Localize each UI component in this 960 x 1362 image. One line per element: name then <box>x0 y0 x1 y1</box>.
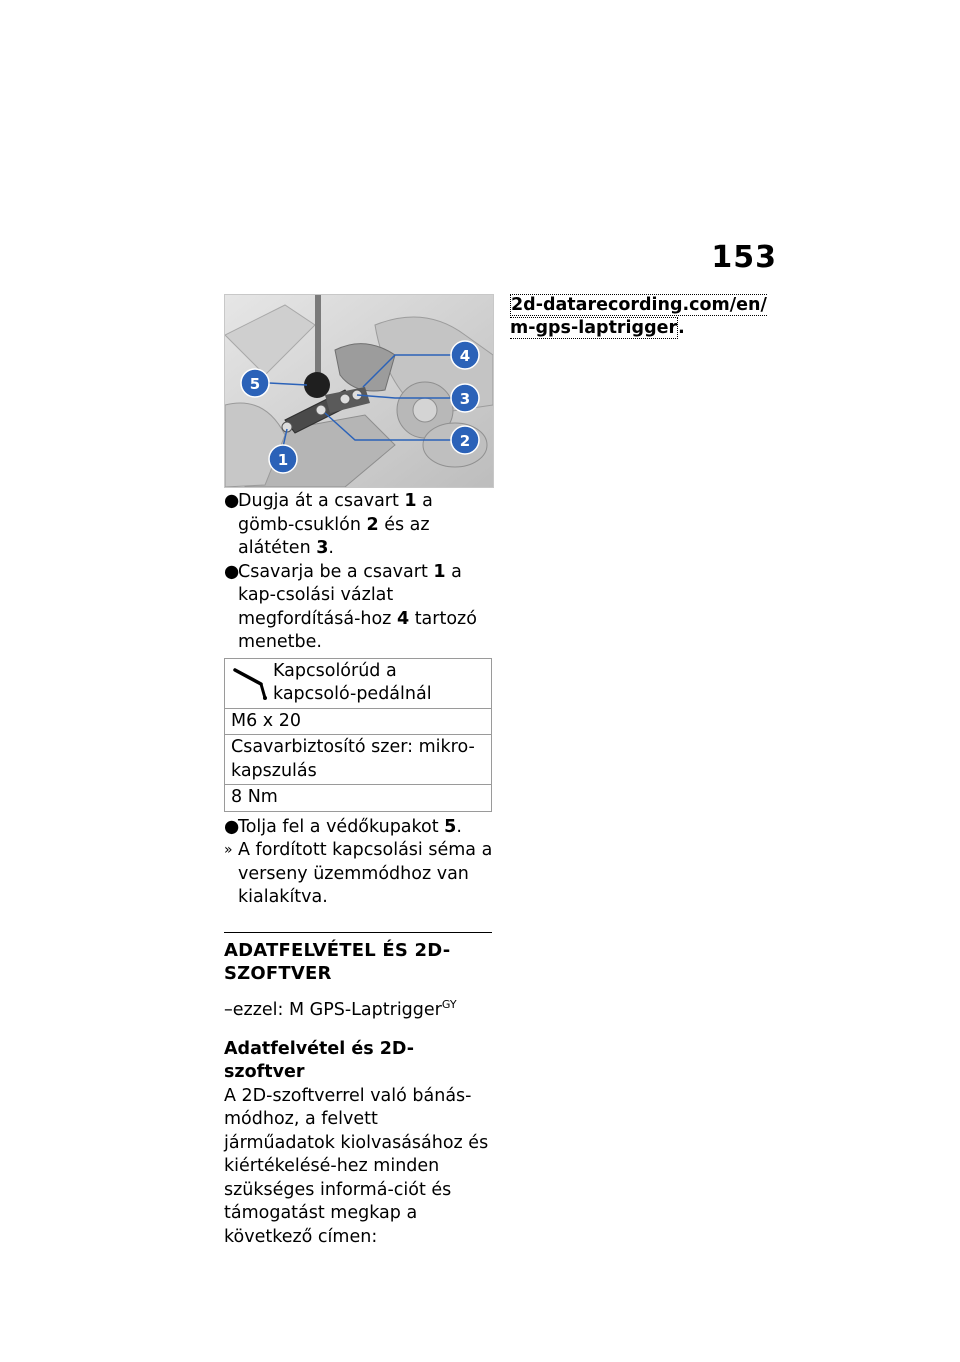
result-arrow-icon: » <box>224 842 233 858</box>
table-row: 8 Nm <box>225 785 492 812</box>
callout-2 <box>451 426 479 454</box>
svg-text:3: 3 <box>459 390 471 408</box>
shift-linkage-figure <box>224 294 494 488</box>
step-2: ● Csavarja be a csavart 1 a kap-csolási vázlat megfordításá-hoz 4 tartozó menetbe. <box>224 561 477 652</box>
bullet-icon: ● <box>224 491 240 511</box>
section-divider <box>224 932 492 933</box>
table-row <box>225 658 492 708</box>
table-row: Csavarbiztosító szer: mikro-kapszulás <box>225 735 492 785</box>
svg-text:5: 5 <box>249 375 261 393</box>
instructions-column <box>224 490 494 1249</box>
bullet-icon: ● <box>224 816 240 837</box>
section-title: ADATFELVÉTEL ÉS 2D-SZOFTVER <box>224 939 451 984</box>
bullet-icon: ● <box>224 561 240 582</box>
step-1: ● Dugja át a csavart 1 a gömb-csuklón 2 és az alátéten 3. <box>224 491 433 558</box>
svg-text:2: 2 <box>459 432 471 450</box>
step-3: ● Tolja fel a védőkupakot 5. <box>224 816 494 840</box>
result-note: » A fordított kapcsolási séma a verseny üzemmódhoz van kialakítva. <box>224 840 493 907</box>
page-number: 153 <box>711 240 777 275</box>
wrench-icon <box>231 660 271 700</box>
callout-3 <box>451 384 479 412</box>
callout-4 <box>451 341 479 369</box>
shift-linkage-illustration <box>225 295 493 487</box>
svg-text:4: 4 <box>459 347 471 365</box>
section-body: A 2D-szoftverrel való bánás-módhoz, a felvett járműadatok kiolvasásához és kiértékelésé-hez minden szükséges informá-ciót és támogatást megkap a következő címen: <box>224 1085 489 1247</box>
table-row: M6 x 20 <box>225 708 492 735</box>
svg-text:1: 1 <box>277 451 289 469</box>
url-paragraph: 2d-datarecording.com/en/m-gps-laptrigger. <box>510 295 767 338</box>
subsection-heading: Adatfelvétel és 2D-szoftver <box>224 1038 414 1083</box>
callout-5 <box>241 369 269 397</box>
spec-header: Kapcsolórúd a kapcsoló-pedálnál <box>273 660 432 704</box>
callout-1 <box>269 445 297 473</box>
torque-spec-table <box>224 658 492 812</box>
website-link[interactable]: 2d-datarecording.com/en/m-gps-laptrigger <box>510 295 767 338</box>
equipment-note: –ezzel: M GPS-Laptrigger$^{GY}$ <box>224 997 457 1020</box>
link-column <box>510 294 782 340</box>
